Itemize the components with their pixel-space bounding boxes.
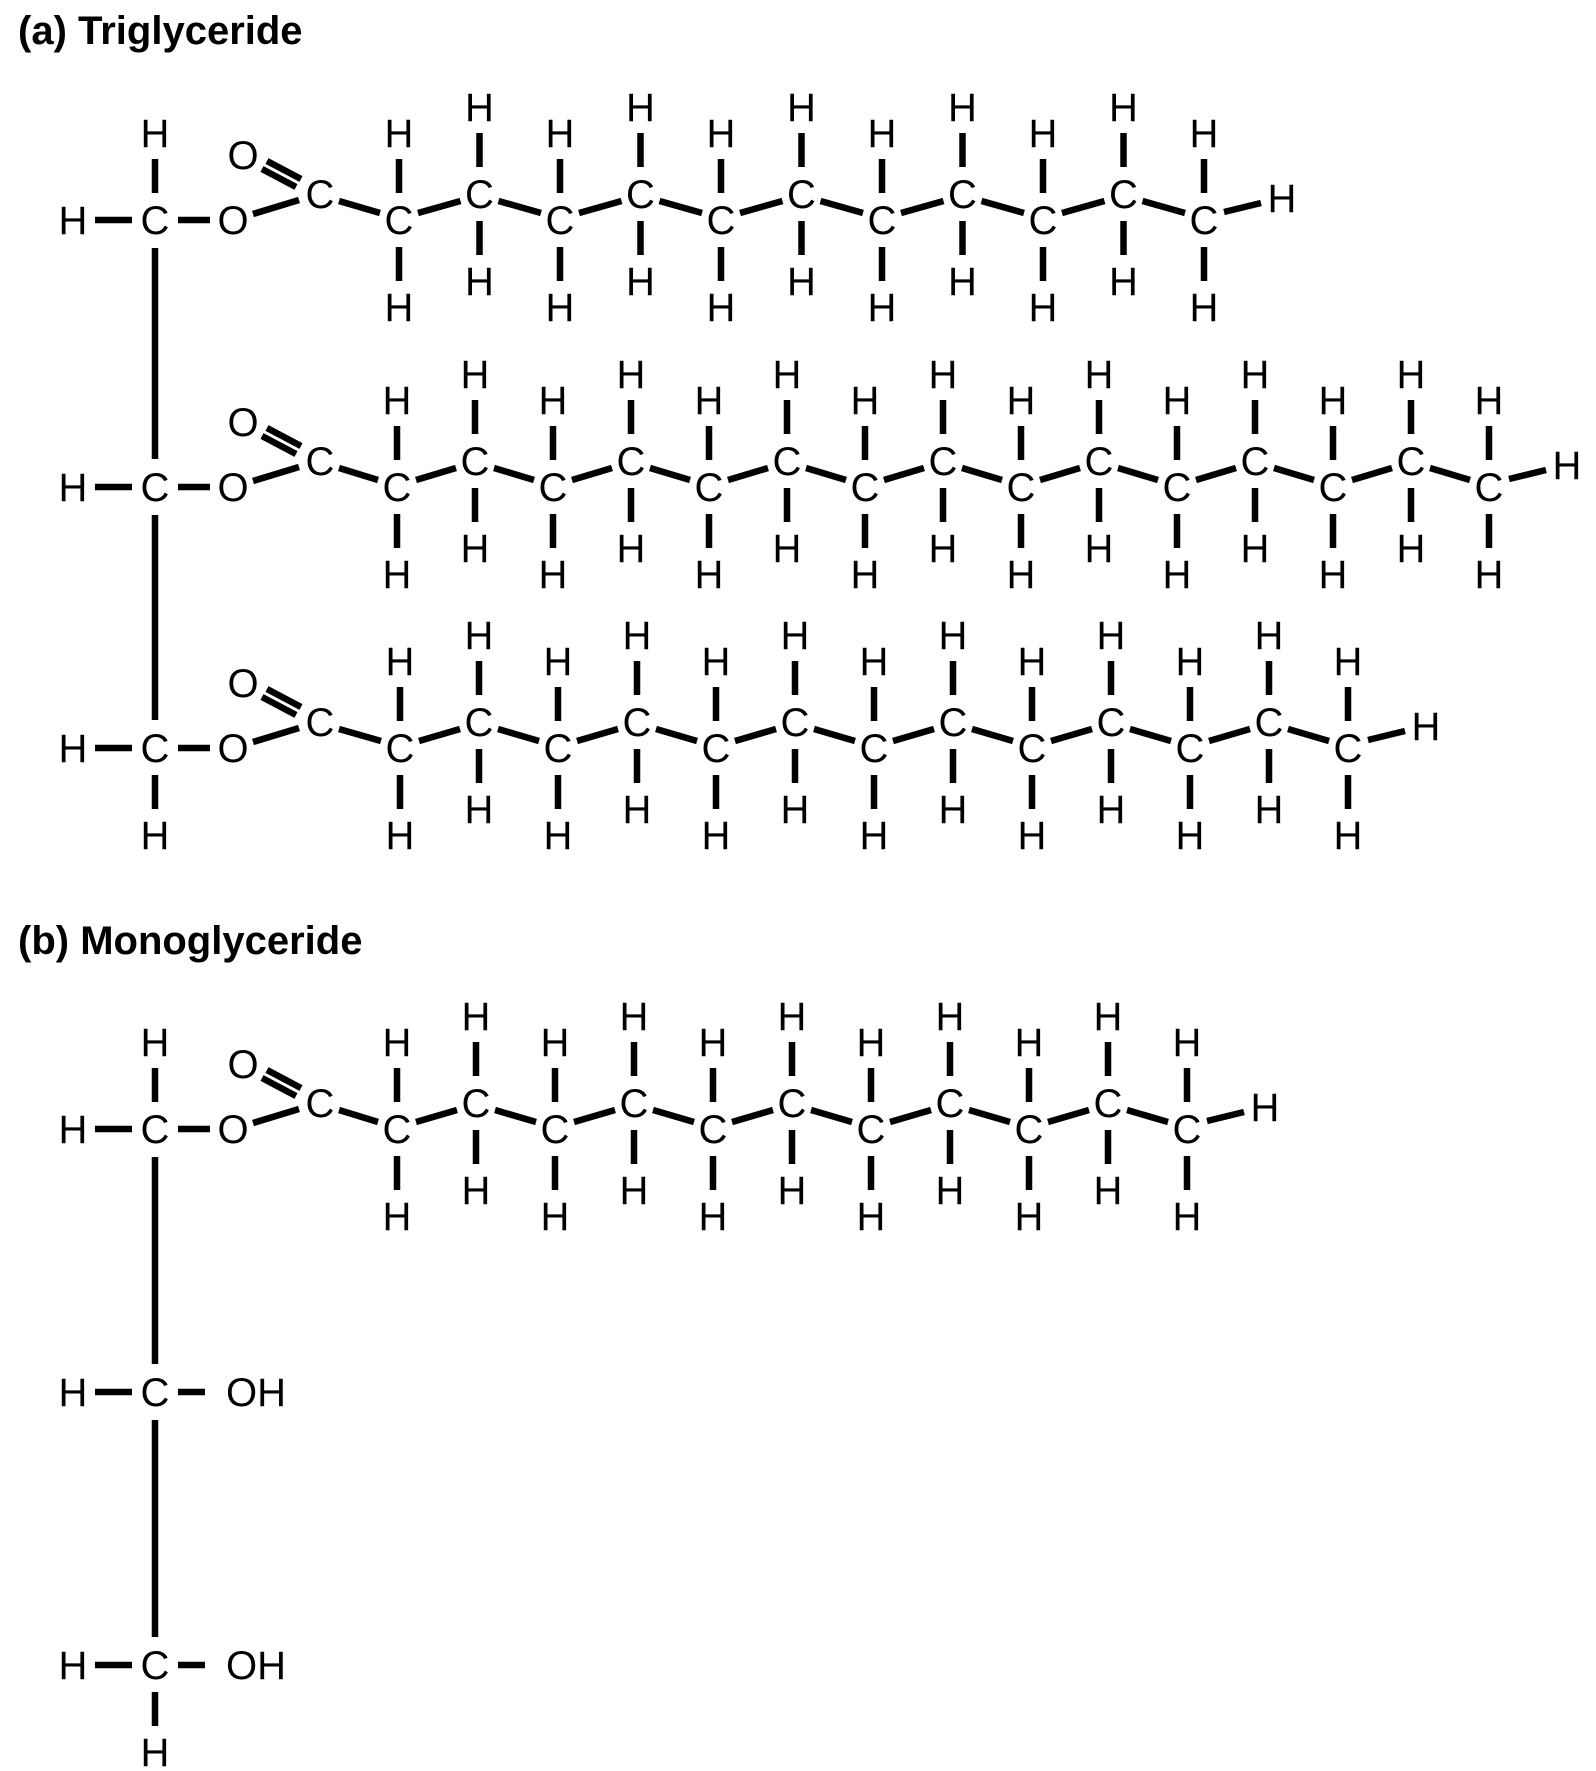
hydrogen-atom: H <box>1267 177 1297 221</box>
hydrogen-atom: H <box>1109 260 1138 304</box>
hydrogen-atom: H <box>1028 286 1058 330</box>
hydrogen-atom: H <box>545 286 575 330</box>
hydrogen-atom: H <box>460 353 490 397</box>
hydrogen-atom: H <box>701 640 731 684</box>
hydrogen-atom: H <box>464 788 494 832</box>
single-bond <box>890 1110 931 1122</box>
ester-bond <box>253 728 299 742</box>
hydrogen-atom: H <box>938 788 968 832</box>
hydrogen-atom: H <box>465 260 494 304</box>
single-bond <box>650 468 690 480</box>
hydrogen-atom: H <box>382 379 412 423</box>
carbon-atom: C <box>935 1082 965 1126</box>
carbon-atom: C <box>850 466 880 510</box>
hydrogen-atom: H <box>1189 286 1219 330</box>
hydrogen-atom: H <box>540 1021 570 1065</box>
carbon-atom: C <box>780 701 810 745</box>
hydrogen-atom: H <box>384 112 414 156</box>
hydrogen-atom: H <box>787 260 816 304</box>
hydrogen-atom: H <box>1396 527 1426 571</box>
single-bond <box>339 201 380 213</box>
hydrogen-atom: H <box>461 1169 491 1213</box>
carbon-atom: C <box>867 199 897 243</box>
hydrogen-atom: H <box>1411 705 1441 749</box>
carbon-atom: C <box>1175 727 1205 771</box>
oxygen-atom: O <box>227 662 259 706</box>
carbon-atom: C <box>464 701 494 745</box>
hydrogen-atom: H <box>382 1021 412 1065</box>
single-bond <box>1430 468 1470 480</box>
single-bond <box>653 1110 694 1122</box>
carbon-atom: C <box>626 173 655 217</box>
hydrogen-atom: H <box>461 995 491 1039</box>
hydrogen-atom: H <box>1254 788 1284 832</box>
single-bond <box>811 1110 852 1122</box>
carbon-atom: C <box>694 466 724 510</box>
single-bond <box>339 729 381 741</box>
carbon-atom: C <box>1162 466 1192 510</box>
carbon-atom: C <box>619 1082 649 1126</box>
carbon-atom: C <box>706 199 736 243</box>
single-bond <box>416 1110 457 1122</box>
single-bond <box>418 201 461 213</box>
hydrogen-atom: H <box>780 788 810 832</box>
carbon-atom: C <box>622 701 652 745</box>
carbon-atom: C <box>777 1082 807 1126</box>
single-bond <box>1288 729 1329 741</box>
hydrogen-atom: H <box>58 727 88 771</box>
hydrogen-atom: H <box>1096 788 1126 832</box>
hydrogen-atom: H <box>859 640 889 684</box>
hydrogen-atom: H <box>1172 1195 1202 1239</box>
hydrogen-atom: H <box>867 286 897 330</box>
oxygen-atom: O <box>217 1108 249 1152</box>
single-bond <box>1127 1110 1168 1122</box>
single-bond <box>1196 468 1236 480</box>
oxygen-atom: O <box>217 199 249 243</box>
hydrogen-atom: H <box>1109 86 1138 130</box>
carbon-atom: C <box>938 701 968 745</box>
section-a-title: (a) Triglyceride <box>18 9 303 53</box>
hydrogen-atom: H <box>140 1021 170 1065</box>
carbon-atom: C <box>1084 440 1114 484</box>
hydrogen-atom: H <box>935 995 965 1039</box>
carbon-atom: C <box>140 1371 170 1415</box>
single-bond <box>740 201 783 213</box>
single-bond <box>1368 731 1405 740</box>
carbon-atom: C <box>1396 440 1426 484</box>
hydrogen-atom: H <box>543 814 573 858</box>
single-bond <box>579 201 622 213</box>
hydrogen-atom: H <box>1028 112 1058 156</box>
hydrogen-atom: H <box>540 1195 570 1239</box>
ester-bond <box>253 1109 299 1123</box>
carbon-atom: C <box>140 466 170 510</box>
single-bond <box>982 201 1025 213</box>
carbon-atom: C <box>1333 727 1363 771</box>
hydrogen-atom: H <box>701 814 731 858</box>
single-bond <box>1209 729 1250 741</box>
hydrogen-atom: H <box>1175 814 1205 858</box>
hydrogen-atom: H <box>626 86 655 130</box>
hydrogen-atom: H <box>1162 379 1192 423</box>
carbon-atom: C <box>1189 199 1219 243</box>
single-bond <box>1274 468 1314 480</box>
hydrogen-atom: H <box>1014 1195 1044 1239</box>
carbon-atom: C <box>856 1108 886 1152</box>
ester-bond <box>253 467 299 481</box>
hydrogen-atom: H <box>694 553 724 597</box>
carbon-atom: C <box>1028 199 1058 243</box>
carbon-atom: C <box>545 199 575 243</box>
hydrogen-atom: H <box>780 614 810 658</box>
carbon-atom: C <box>1254 701 1284 745</box>
oxygen-atom: O <box>227 134 259 178</box>
single-bond <box>728 468 768 480</box>
hydrogen-atom: H <box>948 260 977 304</box>
hydrogen-atom: H <box>140 1731 170 1771</box>
single-bond <box>962 468 1002 480</box>
carbon-atom: C <box>1474 466 1504 510</box>
carbon-atom: C <box>460 440 490 484</box>
hydrogen-atom: H <box>1084 527 1114 571</box>
carbon-atom: C <box>1318 466 1348 510</box>
hydrogen-atom: H <box>1333 640 1363 684</box>
hydrogen-atom: H <box>1474 379 1504 423</box>
hydrogen-atom: H <box>1084 353 1114 397</box>
carbon-atom: C <box>701 727 731 771</box>
hydrogen-atom: H <box>140 814 170 858</box>
single-bond <box>339 1110 378 1122</box>
hydrogen-atom: H <box>385 640 415 684</box>
hydrogen-atom: H <box>1172 1021 1202 1065</box>
single-bond <box>1062 201 1105 213</box>
single-bond <box>814 729 855 741</box>
carbon-atom: C <box>1096 701 1126 745</box>
hydrogen-atom: H <box>856 1021 886 1065</box>
carbon-atom: C <box>305 1082 335 1126</box>
hydrogen-atom: H <box>58 466 88 510</box>
section-b-title: (b) Monoglyceride <box>18 919 363 963</box>
single-bond <box>969 1110 1010 1122</box>
hydrogen-atom: H <box>619 995 649 1039</box>
carbon-atom: C <box>1093 1082 1123 1126</box>
hydroxyl-group: OH <box>226 1644 286 1688</box>
carbon-atom: C <box>1017 727 1047 771</box>
hydrogen-atom: H <box>460 527 490 571</box>
hydrogen-atom: H <box>859 814 889 858</box>
hydrogen-atom: H <box>1014 1021 1044 1065</box>
hydrogen-atom: H <box>465 86 494 130</box>
hydrogen-atom: H <box>1162 553 1192 597</box>
hydrogen-atom: H <box>928 527 958 571</box>
carbon-atom: C <box>382 1108 412 1152</box>
hydrogen-atom: H <box>1333 814 1363 858</box>
carbon-atom: C <box>928 440 958 484</box>
hydrogen-atom: H <box>538 379 568 423</box>
hydrogen-atom: H <box>622 614 652 658</box>
hydrogen-atom: H <box>850 379 880 423</box>
hydrogen-atom: H <box>1006 553 1036 597</box>
hydrogen-atom: H <box>698 1021 728 1065</box>
single-bond <box>1048 1110 1089 1122</box>
carbon-atom: C <box>465 173 494 217</box>
carbon-atom: C <box>948 173 977 217</box>
single-bond <box>495 1110 536 1122</box>
hydrogen-atom: H <box>1175 640 1205 684</box>
carbon-atom: C <box>140 727 170 771</box>
hydrogen-atom: H <box>777 1169 807 1213</box>
single-bond <box>1143 201 1186 213</box>
single-bond <box>498 729 539 741</box>
single-bond <box>735 729 776 741</box>
hydrogen-atom: H <box>1093 1169 1123 1213</box>
carbon-atom: C <box>1014 1108 1044 1152</box>
hydrogen-atom: H <box>938 614 968 658</box>
oxygen-atom: O <box>217 466 249 510</box>
carbon-atom: C <box>787 173 816 217</box>
hydrogen-atom: H <box>694 379 724 423</box>
hydrogen-atom: H <box>538 553 568 597</box>
single-bond <box>972 729 1013 741</box>
carbon-atom: C <box>384 199 414 243</box>
single-bond <box>1118 468 1158 480</box>
hydrogen-atom: H <box>384 286 414 330</box>
hydrogen-atom: H <box>787 86 816 130</box>
carbon-atom: C <box>859 727 889 771</box>
hydrogen-atom: H <box>464 614 494 658</box>
carbon-atom: C <box>461 1082 491 1126</box>
hydrogen-atom: H <box>543 640 573 684</box>
carbon-atom: C <box>305 701 335 745</box>
carbon-atom: C <box>772 440 802 484</box>
single-bond <box>1224 203 1261 212</box>
single-bond <box>1509 470 1546 479</box>
hydrogen-atom: H <box>698 1195 728 1239</box>
hydrogen-atom: H <box>1093 995 1123 1039</box>
single-bond <box>1040 468 1080 480</box>
carbon-atom: C <box>1109 173 1138 217</box>
hydrogen-atom: H <box>1017 814 1047 858</box>
hydrogen-atom: H <box>1250 1086 1280 1130</box>
single-bond <box>416 468 456 480</box>
carbon-atom: C <box>140 1108 170 1152</box>
single-bond <box>572 468 612 480</box>
single-bond <box>1352 468 1392 480</box>
hydrogen-atom: H <box>382 553 412 597</box>
hydrogen-atom: H <box>545 112 575 156</box>
carbon-atom: C <box>382 466 412 510</box>
hydrogen-atom: H <box>1474 553 1504 597</box>
hydrogen-atom: H <box>1396 353 1426 397</box>
hydrogen-atom: H <box>1240 527 1270 571</box>
single-bond <box>893 729 934 741</box>
carbon-atom: C <box>540 1108 570 1152</box>
hydrogen-atom: H <box>382 1195 412 1239</box>
single-bond <box>884 468 924 480</box>
carbon-atom: C <box>616 440 646 484</box>
single-bond <box>419 729 460 741</box>
carbon-atom: C <box>385 727 415 771</box>
hydrogen-atom: H <box>58 199 88 243</box>
hydrogen-atom: H <box>58 1644 88 1688</box>
carbon-atom: C <box>140 1644 170 1688</box>
single-bond <box>1051 729 1092 741</box>
hydrogen-atom: H <box>1189 112 1219 156</box>
hydrogen-atom: H <box>385 814 415 858</box>
carbon-atom: C <box>1172 1108 1202 1152</box>
carbon-atom: C <box>698 1108 728 1152</box>
carbon-atom: C <box>1240 440 1270 484</box>
hydrogen-atom: H <box>1017 640 1047 684</box>
hydrogen-atom: H <box>1006 379 1036 423</box>
single-bond <box>339 468 378 480</box>
hydrogen-atom: H <box>1096 614 1126 658</box>
hydrogen-atom: H <box>1318 553 1348 597</box>
single-bond <box>660 201 703 213</box>
carbon-atom: C <box>543 727 573 771</box>
oxygen-atom: O <box>217 727 249 771</box>
single-bond <box>821 201 864 213</box>
single-bond <box>901 201 944 213</box>
hydrogen-atom: H <box>622 788 652 832</box>
single-bond <box>574 1110 615 1122</box>
hydrogen-atom: H <box>1318 379 1348 423</box>
hydrogen-atom: H <box>626 260 655 304</box>
single-bond <box>1207 1112 1244 1121</box>
carbon-atom: C <box>538 466 568 510</box>
single-bond <box>499 201 542 213</box>
hydrogen-atom: H <box>867 112 897 156</box>
hydrogen-atom: H <box>58 1371 88 1415</box>
carbon-atom: C <box>305 440 335 484</box>
hydrogen-atom: H <box>856 1195 886 1239</box>
hydrogen-atom: H <box>616 527 646 571</box>
hydrogen-atom: H <box>948 86 977 130</box>
hydrogen-atom: H <box>772 527 802 571</box>
single-bond <box>577 729 618 741</box>
hydrogen-atom: H <box>1254 614 1284 658</box>
hydrogen-atom: H <box>140 112 170 156</box>
hydrogen-atom: H <box>58 1108 88 1152</box>
single-bond <box>1130 729 1171 741</box>
hydrogen-atom: H <box>850 553 880 597</box>
single-bond <box>494 468 534 480</box>
hydrogen-atom: H <box>772 353 802 397</box>
hydrogen-atom: H <box>616 353 646 397</box>
oxygen-atom: O <box>227 1043 259 1087</box>
single-bond <box>656 729 697 741</box>
carbon-atom: C <box>140 199 170 243</box>
hydrogen-atom: H <box>706 286 736 330</box>
hydrogen-atom: H <box>1240 353 1270 397</box>
oxygen-atom: O <box>227 401 259 445</box>
carbon-atom: C <box>1006 466 1036 510</box>
hydroxyl-group: OH <box>226 1371 286 1415</box>
ester-bond <box>253 200 299 214</box>
single-bond <box>806 468 846 480</box>
hydrogen-atom: H <box>928 353 958 397</box>
hydrogen-atom: H <box>706 112 736 156</box>
hydrogen-atom: H <box>1552 444 1582 488</box>
single-bond <box>732 1110 773 1122</box>
carbon-atom: C <box>305 173 335 217</box>
hydrogen-atom: H <box>619 1169 649 1213</box>
hydrogen-atom: H <box>777 995 807 1039</box>
hydrogen-atom: H <box>935 1169 965 1213</box>
